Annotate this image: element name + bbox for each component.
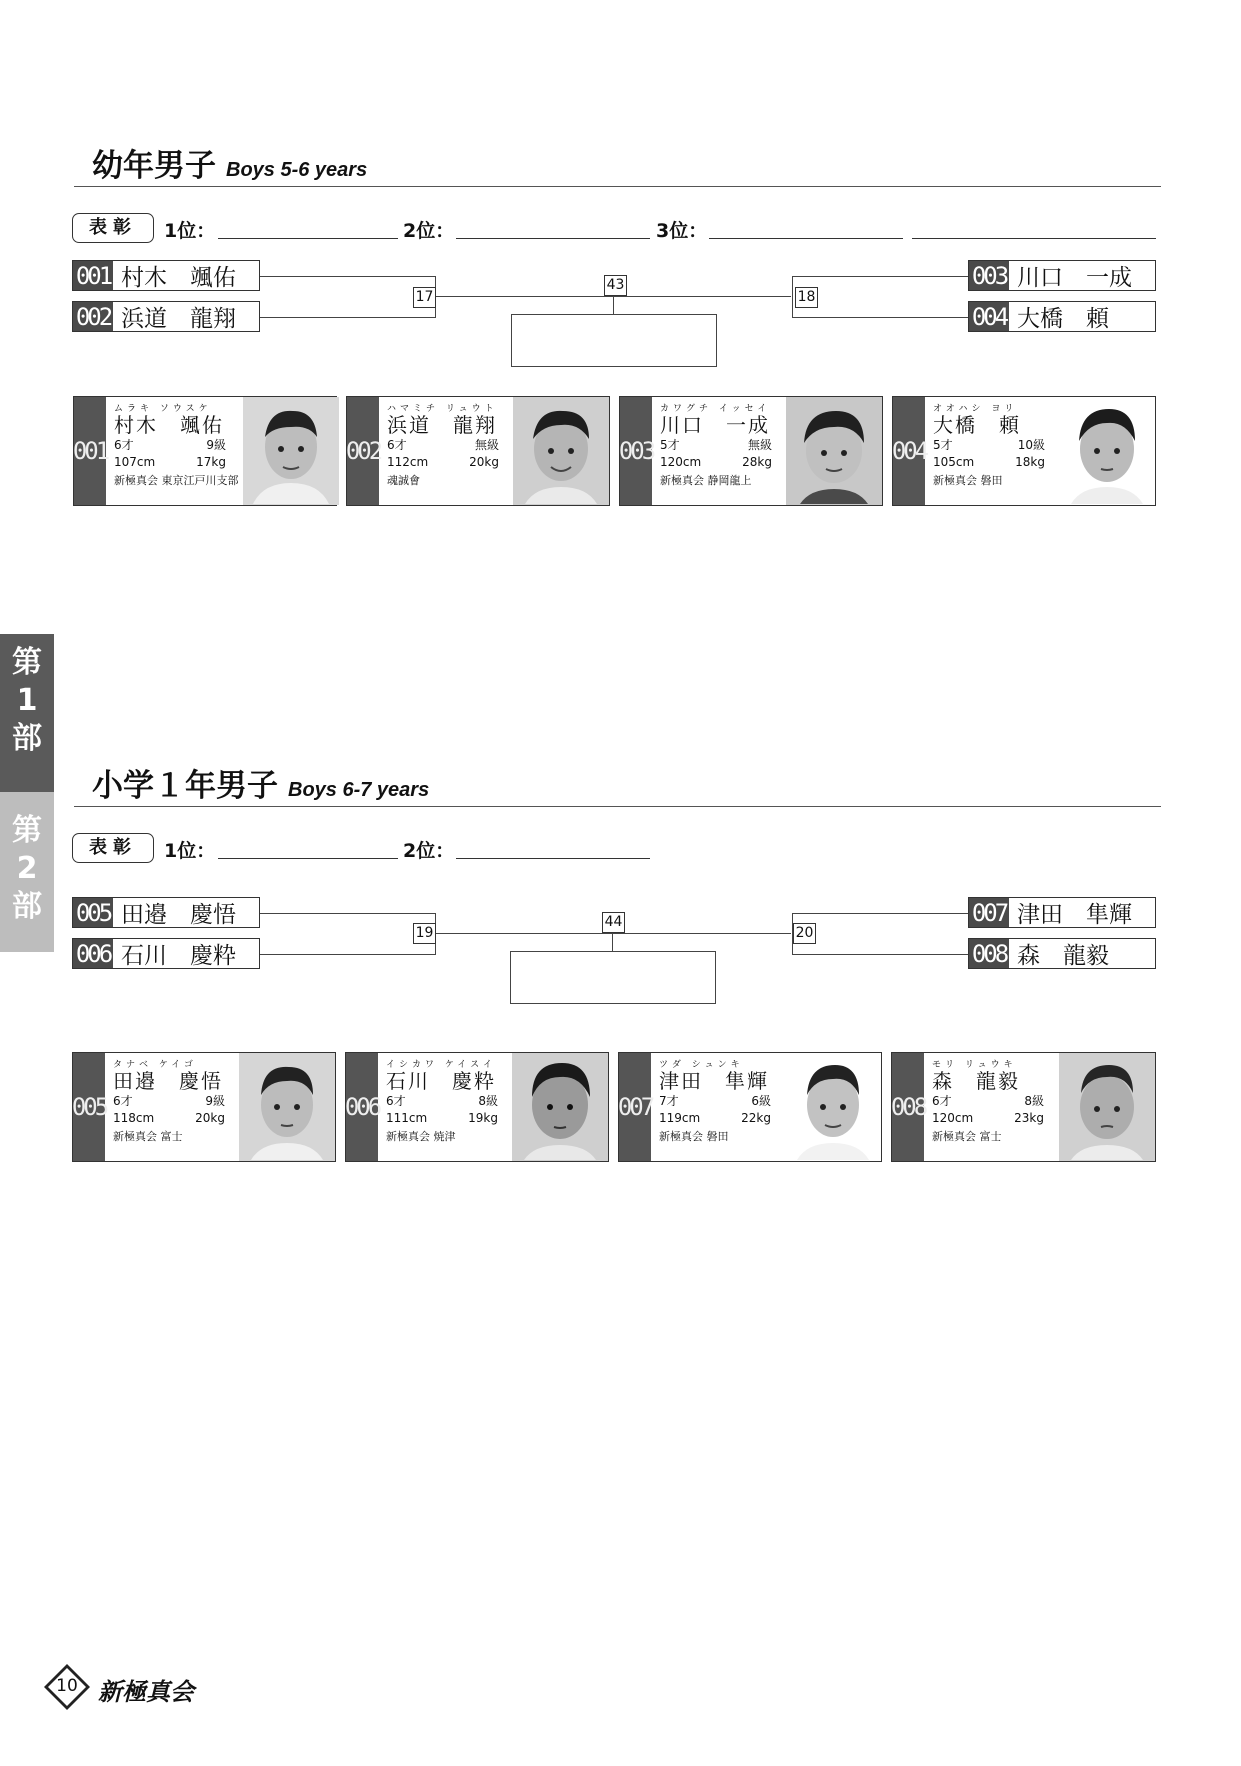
card-grade: 10級 [1017,438,1045,452]
side-tab-char: 部 [12,721,42,756]
entry-name: 森 龍毅 [1017,943,1109,969]
award-label: 表彰 [72,213,154,243]
card-kana: ツダ シュンキ [659,1060,744,1070]
athlete-card [345,1052,609,1162]
bracket-entry[interactable] [72,260,260,291]
bracket-line [260,954,435,955]
section-title-jp: 幼年男子 [92,148,216,184]
card-name: 浜道 龍翔 [387,413,497,437]
athlete-card [73,396,337,506]
card-dojo: 魂誠會 [387,474,420,487]
bracket-line [612,933,613,951]
place-2-blank[interactable] [456,838,650,859]
entry-name: 津田 隼輝 [1017,902,1132,928]
bracket-line [792,276,968,277]
card-dojo: 新極真会 磐田 [659,1130,729,1143]
place-1-label: 1位： [164,840,216,862]
entry-name: 川口 一成 [1017,265,1132,291]
card-weight: 19kg [468,1111,498,1125]
bracket-line [792,954,968,955]
bracket-line [260,276,435,277]
entry-number: 005 [73,898,113,927]
card-grade: 6級 [751,1094,771,1108]
match-number: 18 [795,287,818,308]
bracket-line [792,913,968,914]
bracket-entry[interactable] [968,260,1156,291]
entry-number: 002 [73,302,113,331]
place-3-blank-extra[interactable] [912,218,1156,239]
card-name: 田邉 慶悟 [113,1069,223,1093]
card-age: 6才 [387,438,407,452]
card-grade: 8級 [478,1094,498,1108]
match-number: 19 [413,923,436,944]
athlete-card [891,1052,1156,1162]
athlete-photo [1059,397,1155,505]
card-grade: 無級 [747,438,772,452]
bracket-entry[interactable] [72,301,260,332]
place-3-label: 3位： [656,220,708,242]
match-number: 43 [604,275,627,296]
card-kana: オオハシ ヨリ [933,404,1018,414]
card-age: 6才 [114,438,134,452]
bracket-entry[interactable] [968,897,1156,928]
bracket-line [792,276,793,318]
card-weight: 20kg [195,1111,225,1125]
card-weight: 23kg [1014,1111,1044,1125]
section-rule [74,806,1161,807]
side-tab-char: 第 [12,645,42,680]
card-dojo: 新極真会 富士 [113,1130,183,1143]
section-title-jp: 小学１年男子 [92,768,278,804]
card-kana: ハマミチ リュウト [387,404,498,414]
side-tab-part-2[interactable] [0,792,54,952]
section-title [92,140,367,185]
entry-number: 001 [73,261,113,290]
bracket-entry[interactable] [968,938,1156,969]
side-tab-char: 1 [16,683,38,718]
card-weight: 20kg [469,455,499,469]
match-number: 17 [413,287,436,308]
card-height: 120cm [660,455,702,469]
athlete-card [619,396,883,506]
athlete-card [346,396,610,506]
card-dojo: 新極真会 磐田 [933,474,1003,487]
match-number: 44 [602,912,625,933]
card-weight: 17kg [196,455,226,469]
card-weight: 22kg [741,1111,771,1125]
bracket-entry[interactable] [72,897,260,928]
card-height: 107cm [114,455,156,469]
card-weight: 18kg [1015,455,1045,469]
entry-number: 003 [969,261,1009,290]
athlete-photo [1059,1053,1155,1161]
card-age: 7才 [659,1094,679,1108]
card-kana: タナベ ケイゴ [113,1060,197,1070]
page-number: 10 [56,1676,78,1696]
bracket-line [260,913,435,914]
card-height: 118cm [113,1111,155,1125]
side-tab-char: 部 [12,889,42,924]
card-age: 6才 [932,1094,952,1108]
card-age: 5才 [660,438,680,452]
bracket-entry[interactable] [968,301,1156,332]
place-3-blank[interactable] [709,218,903,239]
card-name: 大橋 頼 [933,413,1021,437]
card-number: 001 [74,397,106,505]
place-1-blank[interactable] [218,838,398,859]
athlete-photo [785,1053,881,1161]
card-age: 5才 [933,438,953,452]
card-dojo: 新極真会 焼津 [386,1130,456,1143]
card-number: 003 [620,397,652,505]
entry-number: 004 [969,302,1009,331]
entry-name: 村木 颯佑 [121,265,236,291]
entry-name: 石川 慶粋 [121,943,236,969]
athlete-card [72,1052,336,1162]
card-dojo: 新極真会 静岡龍上 [660,474,752,487]
card-weight: 28kg [742,455,772,469]
card-number: 005 [73,1053,105,1161]
athlete-photo [512,1053,608,1161]
athlete-card [618,1052,882,1162]
card-grade: 9級 [205,1094,225,1108]
entry-name: 田邉 慶悟 [121,902,236,928]
section-title-en: Boys 6-7 years [288,779,430,801]
card-height: 111cm [386,1111,428,1125]
place-1-blank[interactable] [218,218,398,239]
award-label: 表彰 [72,833,154,863]
card-kana: ムラキ ソウスケ [114,404,212,414]
match-number: 20 [793,923,816,944]
entry-number: 008 [969,939,1009,968]
entry-number: 007 [969,898,1009,927]
entry-name: 浜道 龍翔 [121,306,236,332]
winner-box[interactable] [510,951,716,1004]
card-grade: 9級 [206,438,226,452]
place-2-blank[interactable] [456,218,650,239]
side-tab-char: 第 [12,813,42,848]
athlete-photo [239,1053,335,1161]
bracket-line [260,317,435,318]
athlete-photo [513,397,609,505]
bracket-entry[interactable] [72,938,260,969]
card-name: 森 龍毅 [932,1069,1020,1093]
card-number: 002 [347,397,379,505]
athlete-photo [786,397,882,505]
card-grade: 無級 [474,438,499,452]
side-tab-char: 2 [16,851,38,886]
place-2-label: 2位： [403,220,455,242]
footer-logo: 新極真会 [98,1677,194,1706]
entry-number: 006 [73,939,113,968]
side-tab-part-1[interactable] [0,634,54,792]
entry-name: 大橋 頼 [1017,306,1109,332]
card-number: 004 [893,397,925,505]
place-1-label: 1位： [164,220,216,242]
card-name: 川口 一成 [660,413,770,437]
card-number: 007 [619,1053,651,1161]
card-grade: 8級 [1024,1094,1044,1108]
card-dojo: 新極真会 東京江戸川支部 [114,474,239,487]
card-age: 6才 [113,1094,133,1108]
winner-box[interactable] [511,314,717,367]
section-rule [74,186,1161,187]
card-height: 120cm [932,1111,974,1125]
section-title [92,760,429,805]
card-kana: イシカワ ケイスイ [386,1060,496,1070]
card-number: 006 [346,1053,378,1161]
bracket-line [613,296,614,314]
card-kana: カワグチ イッセイ [660,404,771,414]
card-age: 6才 [386,1094,406,1108]
card-height: 112cm [387,455,429,469]
card-height: 119cm [659,1111,701,1125]
card-dojo: 新極真会 富士 [932,1130,1002,1143]
card-kana: モリ リュウキ [932,1060,1017,1070]
page-number-badge [44,1664,90,1710]
section-title-en: Boys 5-6 years [226,159,368,181]
athlete-photo [243,397,339,505]
bracket-line [792,317,968,318]
athlete-card [892,396,1156,506]
place-2-label: 2位： [403,840,455,862]
card-height: 105cm [933,455,975,469]
card-number: 008 [892,1053,924,1161]
card-name: 村木 颯佑 [114,413,224,437]
bracket-line [435,933,791,934]
card-name: 津田 隼輝 [659,1069,769,1093]
card-name: 石川 慶粋 [386,1069,496,1093]
